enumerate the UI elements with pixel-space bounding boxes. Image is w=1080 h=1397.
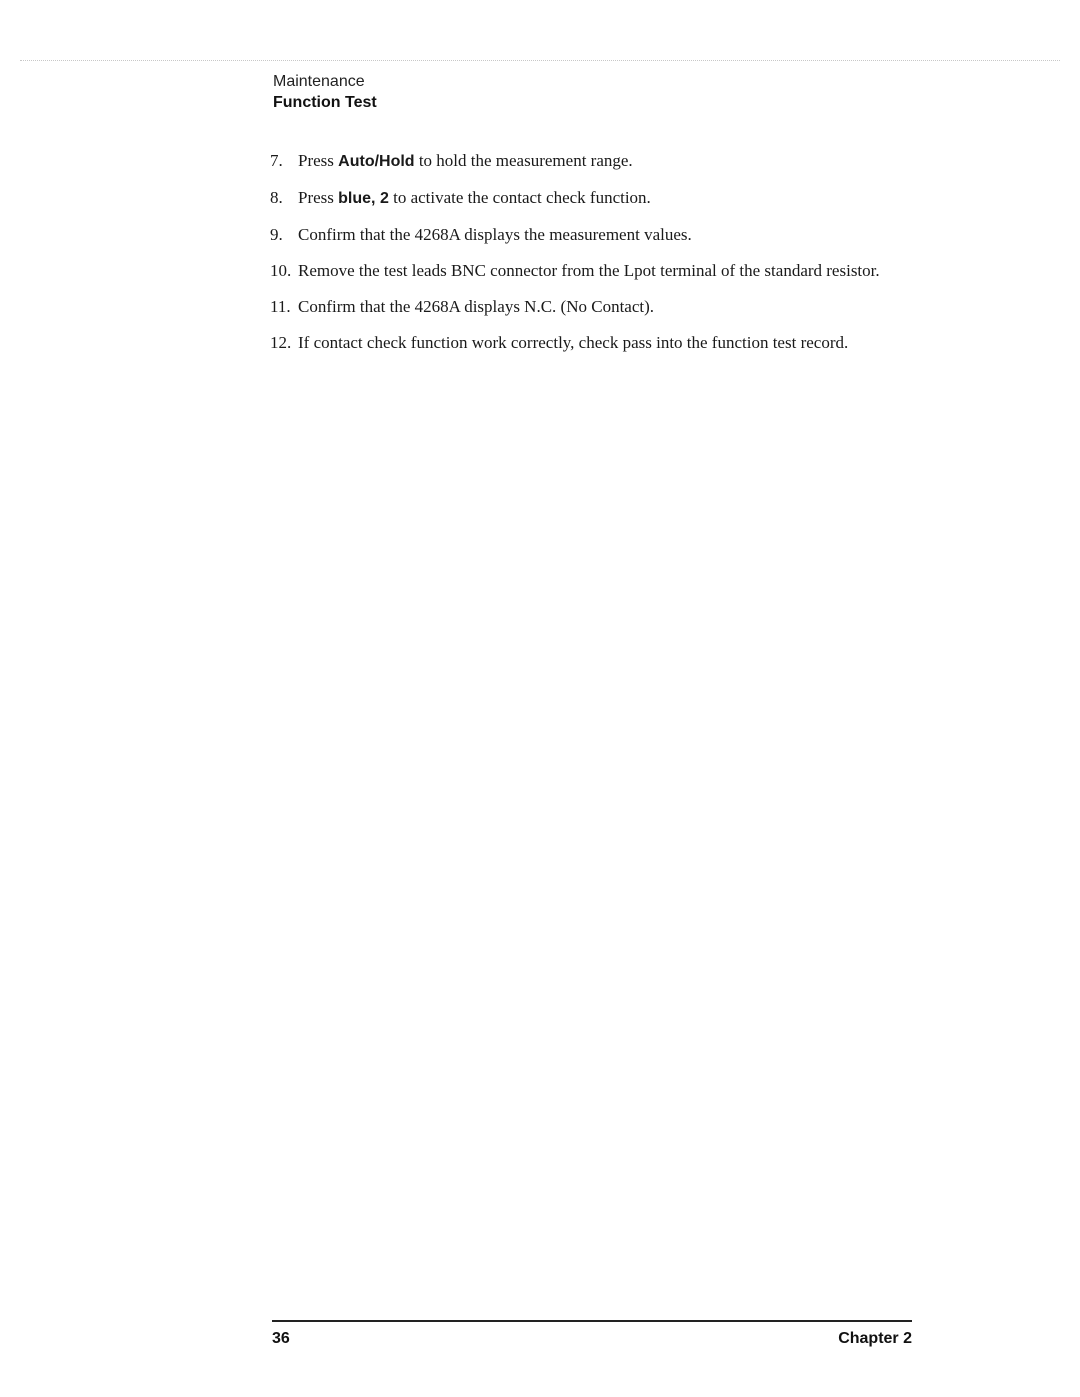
- top-dotted-rule: [20, 60, 1060, 61]
- step-10: [270, 260, 910, 282]
- key-autohold: Auto/Hold: [338, 153, 415, 170]
- section-title: Maintenance: [273, 73, 365, 90]
- step-text: If contact check function work correctly, check pass into the function test record.: [298, 333, 849, 352]
- procedure-steps: [270, 150, 910, 368]
- step-text-after: to activate the contact check function.: [388, 188, 651, 207]
- step-text: Confirm that the 4268A displays N.C. (No Contact).: [298, 297, 655, 316]
- step-text: [298, 150, 910, 173]
- step-text-before: Press: [298, 188, 339, 207]
- step-number: 10.: [270, 261, 292, 280]
- key-blue-2: blue, 2: [338, 190, 389, 207]
- step-9: [270, 224, 910, 246]
- step-text-after: to hold the measurement range.: [414, 151, 633, 170]
- step-12: [270, 332, 910, 354]
- step-number: 12.: [270, 333, 292, 352]
- step-text: Remove the test leads BNC connector from the Lpot terminal of the standard resistor.: [298, 261, 880, 280]
- page-number: 36: [272, 1330, 290, 1347]
- footer-rule: [272, 1320, 912, 1322]
- step-text-before: Press: [298, 151, 339, 170]
- step-number: 7.: [270, 151, 283, 170]
- chapter-label: Chapter 2: [838, 1330, 912, 1347]
- step-7: [270, 150, 910, 173]
- step-text: [298, 187, 910, 210]
- step-11: [270, 296, 910, 318]
- step-number: 9.: [270, 225, 283, 244]
- step-number: 8.: [270, 188, 283, 207]
- step-8: [270, 187, 910, 210]
- page-header: [273, 72, 377, 114]
- step-number: 11.: [270, 297, 291, 316]
- step-text: Confirm that the 4268A displays the measurement values.: [298, 225, 692, 244]
- subsection-title: Function Test: [273, 94, 377, 111]
